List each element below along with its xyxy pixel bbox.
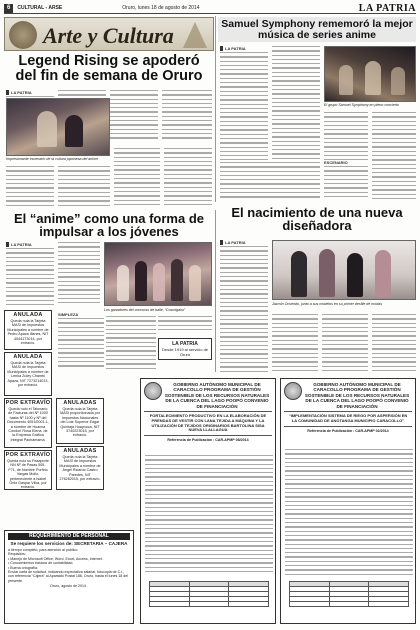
dateline: Oruro, lunes 18 de agosto de 2014: [122, 5, 200, 11]
banner-ornament: [183, 22, 207, 48]
column-divider: [215, 210, 216, 372]
page-header: [4, 3, 416, 14]
promo-title: LA PATRIA: [172, 341, 198, 347]
article-body: [272, 314, 318, 372]
article-body: [372, 314, 416, 372]
article-body: [164, 148, 212, 206]
notice-title: GOBIERNO AUTÓNOMO MUNICIPAL DE CARACOLLO PROGRAMA DE GESTIÓN SOSTENIBLE DE LOS RECURSOS NATURALES DE LA CUENCA DEL LAGO POOPÓ CONVENIO DE FINANCIACIÓN: [304, 382, 410, 409]
job-posting-title: REQUERIMIENTO DE PERSONAL: [8, 533, 130, 540]
article-body: [6, 248, 54, 308]
banner-title: Arte y Cultura: [43, 23, 174, 48]
notice-title: GOBIERNO AUTÓNOMO MUNICIPAL DE CARACOLLO PROGRAMA DE GESTIÓN SOSTENIBLE DE LOS RECURSOS NATURALES DE LA CUENCA DEL LAGO POOPÓ CONVENIO DE FINANCIACIÓN: [164, 382, 270, 409]
notice-header: [281, 379, 415, 410]
classified-ad: [56, 398, 104, 444]
banner-ornament: [9, 21, 37, 49]
article-body: [58, 166, 110, 206]
section-label: CULTURAL - ARSE: [17, 5, 63, 11]
article-source: [220, 46, 246, 51]
article-headline: El “anime” como una forma de impulsar a los jóvenes: [14, 211, 204, 240]
ad-title: ANULADA: [13, 354, 43, 360]
ad-title: ANULADA: [13, 312, 43, 318]
source-label: LA PATRIA: [220, 240, 246, 245]
ad-title: ANULADAS: [63, 400, 97, 406]
article-source: [6, 242, 32, 247]
article-body: [324, 112, 368, 160]
ad-title: POR EXTRAVÍO: [5, 400, 51, 406]
article-photo: [324, 46, 416, 102]
municipal-emblem-icon: [284, 382, 302, 400]
classified-ad: [4, 398, 52, 448]
photo-caption: Los ganadores del concurso de baile, “Cosmigaku”: [104, 308, 186, 312]
municipal-emblem-icon: [144, 382, 162, 400]
article-source: [220, 240, 246, 245]
column-divider: [215, 16, 216, 202]
ad-title: POR EXTRAVÍO: [5, 452, 51, 458]
notice-schedule-table: [149, 581, 269, 607]
notice-header: [141, 379, 275, 410]
job-posting-subtitle: Se requiere los servicios de: SECRETARIA – CAJERA: [10, 541, 128, 546]
requirement-item: a tiempo completo, para atención al público.: [8, 548, 79, 552]
article-body: [322, 314, 368, 372]
section-banner: [4, 17, 214, 51]
requirement-item: • Conocimientos básicos de contabilidad.: [8, 561, 74, 566]
article-source: [6, 90, 32, 95]
article-body: [58, 318, 104, 372]
job-requirements: [8, 548, 130, 583]
classified-ad: [4, 310, 52, 350]
ad-body: Queda nula la Tarjeta MASI proporcionada por Impuestos Nacionales del Lote Superior Edgar Quintaja Huaynoca, NIT 3740223015, por extravío.: [60, 407, 100, 438]
article-body: [220, 52, 268, 160]
requirement-item: Enviar carta de solicitud, indicando expectativa salarial, fotocopia de C.I., con referencia “Cajera” al Apartado Postal 186, Oruro, hasta el lunes 18 del presente.: [8, 570, 129, 583]
article-body: [158, 316, 212, 336]
notice-reference: Referencia de Publicación : CAR-APMP 08/2014: [167, 438, 249, 443]
article-body: [220, 162, 320, 200]
article-body: [110, 90, 158, 144]
article-body: [372, 112, 416, 200]
ad-body: Queda nulo el Talonario de Facturas del Nº 1000 hasta Nº 1100 y Nº del Documento 4051/0001-1, a nombre de Huanca Condori Rosa Elena, de la Empresa Gráfica Integral Pachamama.: [7, 407, 49, 442]
classified-ad: [56, 446, 104, 490]
source-label: LA PATRIA: [220, 46, 246, 51]
article-body: [220, 246, 268, 372]
article-body: [272, 46, 320, 160]
photo-caption: Impresionante escenario de la cultura japonesa del anime: [6, 157, 99, 161]
article-headline: El nacimiento de una nueva diseñadora: [231, 205, 403, 234]
classified-ad: [4, 450, 52, 490]
article-subhead: ESCENARIO: [324, 160, 348, 165]
article-body: [324, 166, 368, 200]
article-headline: Samuel Symphony rememoró la mejor música de series anime: [218, 17, 416, 42]
requirement-item: • Manejo de Microsoft Office, Word, Excel, Access, Internet.: [8, 556, 103, 561]
article-body: [114, 148, 160, 206]
ad-body: Queda nula la Tarjeta MASI de Impuestos Municipales a nombre de Lenka Zuley Chambi Apaza, NIT 7273214013, por extravío.: [7, 361, 49, 388]
notice-subtitle: “IMPLEMENTACIÓN SISTEMA DE RIEGO POR ASPERSIÓN EN LA COMUNIDAD DE ANOTANGA MUNICIPIO CARACOLLO”: [284, 411, 412, 427]
tender-notice: [140, 378, 276, 624]
notice-subtitle: FORTALECIMIENTO PRODUCTIVO EN LA ELABORACIÓN DE PRENDAS DE VESTIR CON LANA TEJIDA A MÁQUINA Y LA UTILIZACIÓN DE TEJIDOS ORIGINARIOS BARTOLINA SISA NUEVA LLALLAGUA: [144, 411, 272, 436]
photo-caption: El grupo Samuel Symphony en pleno concierto: [324, 103, 399, 107]
requirement-item: Requisitos:: [8, 552, 26, 557]
article-body: [6, 166, 54, 206]
requirement-item: • Buena ortografía.: [8, 565, 39, 570]
notice-body: [145, 455, 273, 575]
article-body: [58, 242, 100, 308]
photo-caption: Jazmín Ocsendo, junto a sus modelos en su primer desfile de modas: [272, 302, 383, 306]
notice-schedule-table: [289, 581, 409, 607]
tender-notice: [280, 378, 416, 624]
promo-subtitle: Desde 1919 al servicio de Oruro: [161, 347, 209, 357]
article-photo: [104, 242, 212, 306]
article-body: [106, 316, 156, 372]
job-posting-footer: Oruro, agosto de 2014: [50, 584, 86, 589]
masthead: LA PATRIA: [358, 2, 416, 14]
source-label: LA PATRIA: [6, 242, 32, 247]
ad-body: Queda nula la Tarjeta MASI de Impuestos Municipales a nombre de Ángel Ricardo Castro Paredes, NIT 276262015, por extravío.: [59, 455, 101, 482]
notice-body: [285, 449, 413, 575]
article-photo: [6, 98, 110, 156]
ad-body: Queda nula la Tarjeta MASI de Impuestos Municipales a nombre de Pedro Apaza Illanes, NIT 4044173014, por extravío.: [7, 319, 49, 346]
article-subhead: SIMPLEZA: [58, 312, 79, 317]
article-headline: Legend Rising se apoderó del fin de semana de Oruro: [15, 53, 203, 84]
ad-body: Queda nulo su Pasaporte NN Nº de Pasas 505-F71, de Nombre Porfirio Vargas Mollo, perteneciente a Isabel Ortiz Gaspar Vilca, por extravío.: [7, 459, 49, 490]
source-label: LA PATRIA: [6, 90, 32, 95]
page-number: 6: [4, 4, 13, 13]
article-body: [162, 90, 212, 144]
notice-reference: Referencia de Publicación : CAR-APMP 02/2014: [307, 428, 389, 433]
ad-title: ANULADAS: [63, 448, 97, 454]
job-posting: [4, 530, 134, 624]
article-photo: [272, 240, 416, 300]
newspaper-promo-box: [158, 338, 212, 360]
classified-ad: [4, 352, 52, 396]
